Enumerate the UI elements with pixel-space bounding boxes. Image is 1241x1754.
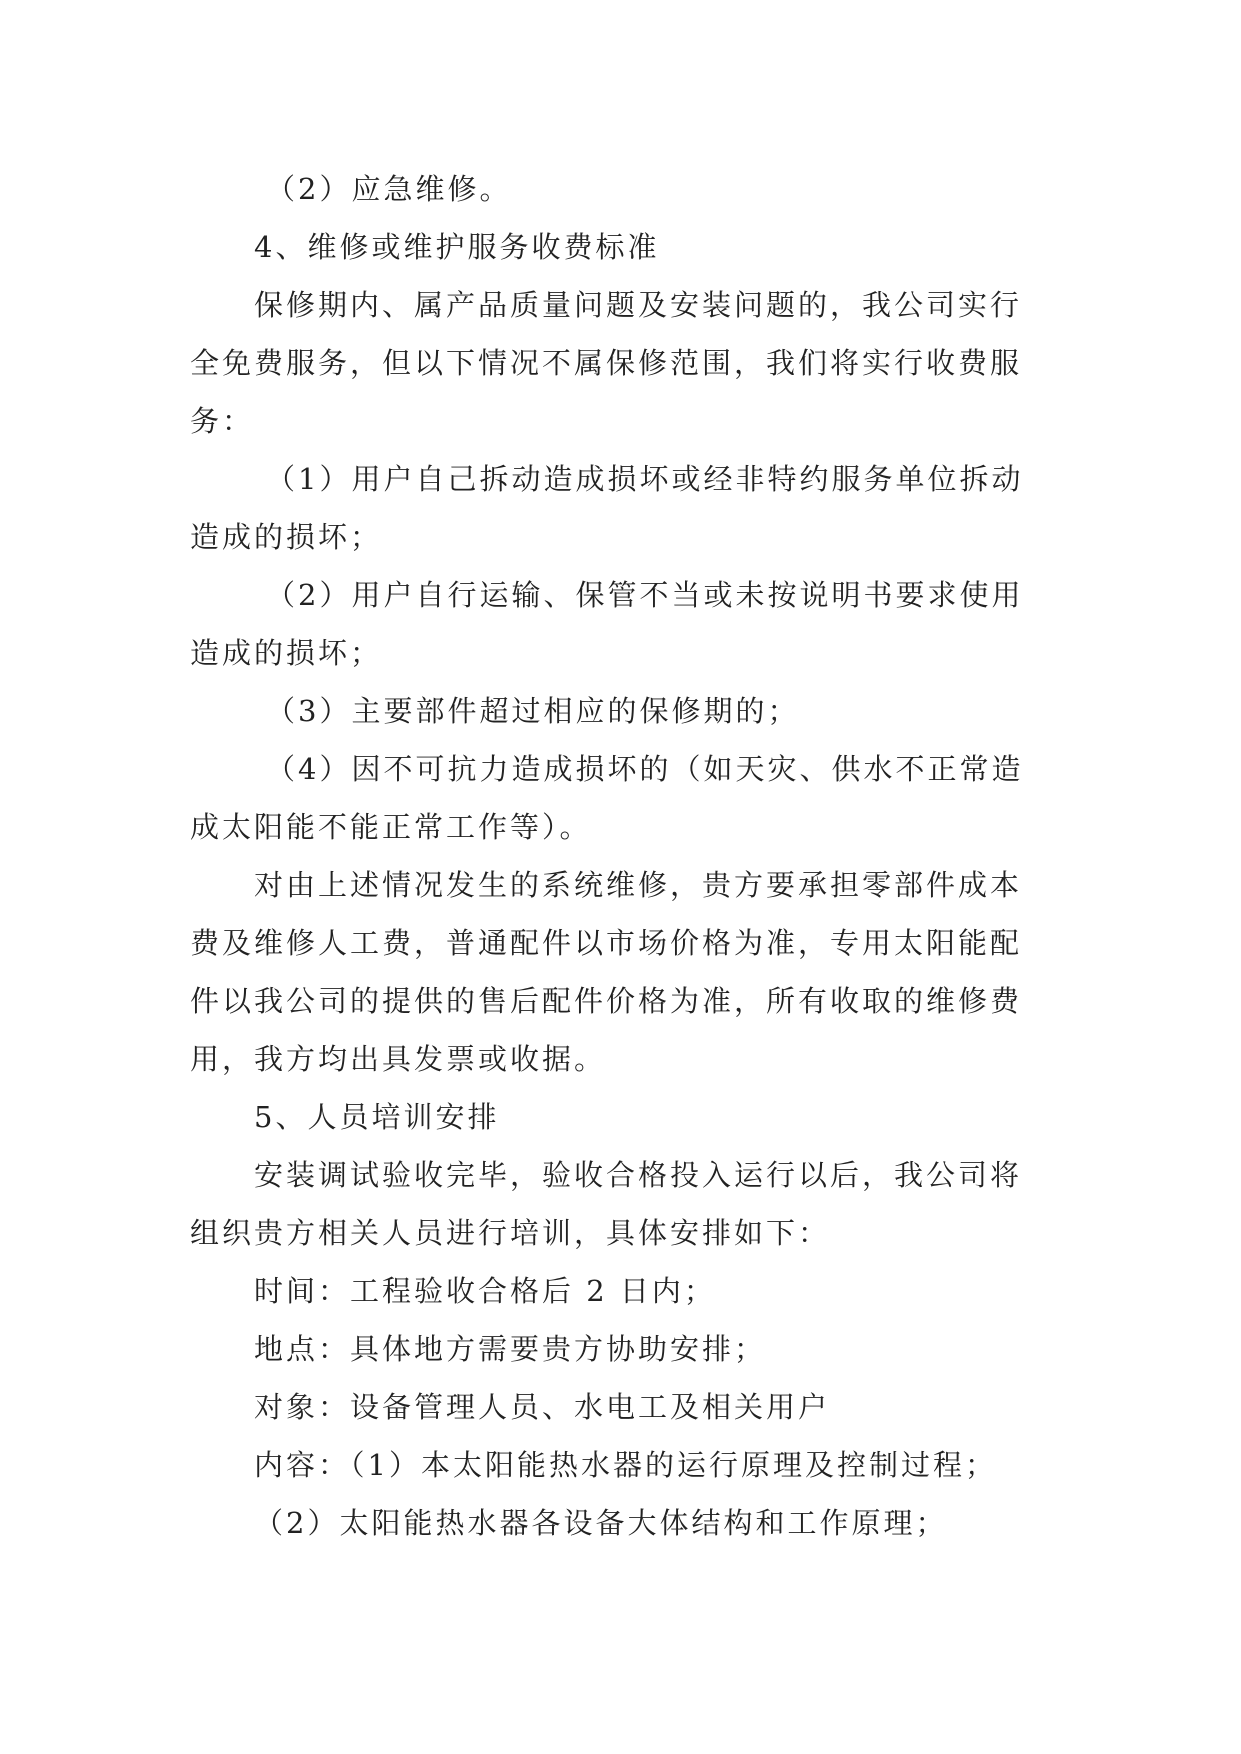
section-heading: 4、维修或维护服务收费标准 xyxy=(254,230,660,264)
paragraph-line: 保修期内、属产品质量问题及安装问题的，我公司实行 xyxy=(254,288,1023,322)
document-page xyxy=(190,160,1050,1552)
list-item: （1）用户自己拆动造成损坏或经非特约服务单位拆动 xyxy=(266,462,1024,496)
paragraph-line: 成太阳能不能正常工作等）。 xyxy=(190,810,592,844)
paragraph-line: 内容：（1）本太阳能热水器的运行原理及控制过程； xyxy=(254,1448,997,1482)
paragraph-line: 对由上述情况发生的系统维修，贵方要承担零部件成本 xyxy=(254,868,1023,902)
paragraph-line: 件以我公司的提供的售后配件价格为准，所有收取的维修费 xyxy=(190,984,1023,1018)
paragraph-line: 造成的损坏； xyxy=(190,636,383,670)
paragraph-line: 地点：具体地方需要贵方协助安排； xyxy=(254,1332,767,1366)
paragraph-line: 时间：工程验收合格后 2 日内； xyxy=(254,1274,716,1308)
paragraph-line: 组织贵方相关人员进行培训，具体安排如下： xyxy=(190,1216,831,1250)
paragraph-line: 造成的损坏； xyxy=(190,520,383,554)
list-item: （2）应急维修。 xyxy=(266,172,512,206)
list-item: （3）主要部件超过相应的保修期的； xyxy=(266,694,800,728)
paragraph-line: 费及维修人工费，普通配件以市场价格为准，专用太阳能配 xyxy=(190,926,1023,960)
list-item: （2）太阳能热水器各设备大体结构和工作原理； xyxy=(254,1506,948,1540)
paragraph-line: 安装调试验收完毕，验收合格投入运行以后，我公司将 xyxy=(254,1158,1023,1192)
list-item: （4）因不可抗力造成损坏的（如天灾、供水不正常造 xyxy=(266,752,1024,786)
paragraph-line: 务： xyxy=(190,404,255,438)
paragraph-line: 用，我方均出具发票或收据。 xyxy=(190,1042,607,1076)
paragraph-line: 对象：设备管理人员、水电工及相关用户 xyxy=(254,1390,831,1424)
list-item: （2）用户自行运输、保管不当或未按说明书要求使用 xyxy=(266,578,1024,612)
paragraph-line: 全免费服务，但以下情况不属保修范围，我们将实行收费服 xyxy=(190,346,1023,380)
section-heading: 5、人员培训安排 xyxy=(254,1100,500,1134)
